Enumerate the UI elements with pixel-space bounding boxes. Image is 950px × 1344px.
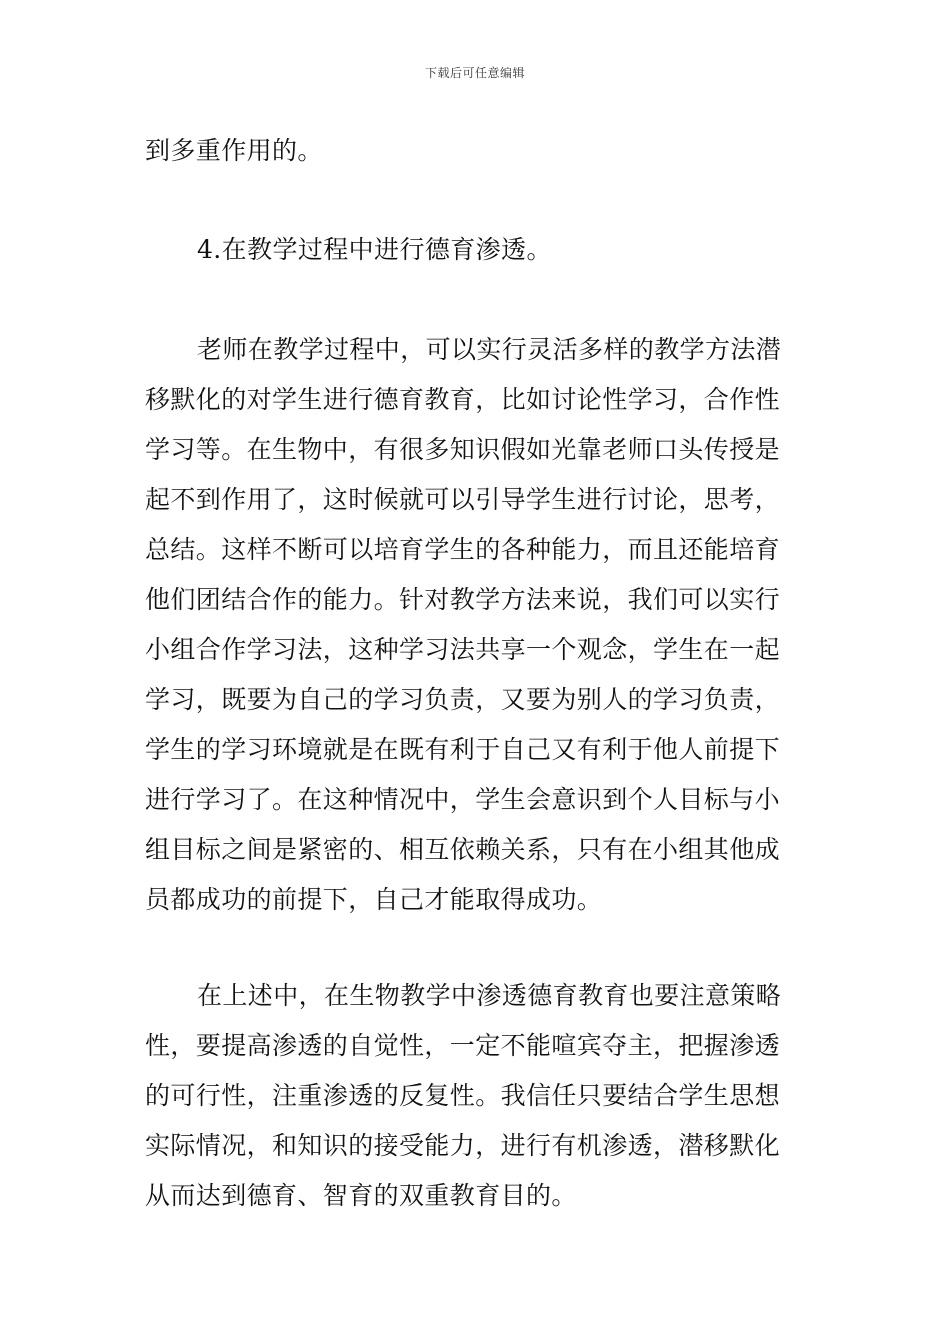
text-line: 他们团结合作的能力。针对教学方法来说，我们可以实行 [145,585,781,614]
text-line: 学习，既要为自己的学习负责，又要为别人的学习负责， [145,685,781,714]
text-line: 移默化的对学生进行德育教育，比如讨论性学习，合作性 [145,385,781,414]
text-line: 实际情况，和知识的接受能力，进行有机渗透，潜移默化 [145,1131,781,1160]
heading-text: 4.在教学过程中进行德育渗透。 [197,235,552,264]
text-line: 到多重作用的。 [145,136,323,165]
text-line: 总结。这样不断可以培育学生的各种能力，而且还能培育 [145,535,781,564]
conclusion-paragraph [145,971,781,1221]
body-paragraph [145,325,781,925]
text-line: 的可行性，注重渗透的反复性。我信任只要结合学生思想 [145,1081,781,1110]
text-line: 从而达到德育、智育的双重教育目的。 [145,1181,577,1210]
text-line: 在上述中，在生物教学中渗透德育教育也要注意策略 [197,981,782,1010]
text-line: 性，要提高渗透的自觉性，一定不能喧宾夺主，把握渗透 [145,1031,781,1060]
text-line: 学生的学习环境就是在既有利于自己又有利于他人前提下 [145,735,781,764]
text-line: 进行学习了。在这种情况中，学生会意识到个人目标与小 [145,785,781,814]
section-heading [145,225,552,275]
text-line: 学习等。在生物中，有很多知识假如光靠老师口头传授是 [145,435,781,464]
paragraph-continuation [145,126,323,176]
text-line: 起不到作用了，这时候就可以引导学生进行讨论，思考， [145,485,781,514]
text-line: 老师在教学过程中，可以实行灵活多样的教学方法潜 [197,335,782,364]
text-line: 员都成功的前提下，自己才能取得成功。 [145,885,603,914]
text-line: 小组合作学习法，这种学习法共享一个观念，学生在一起 [145,635,781,664]
header-note: 下载后可任意编辑 [424,66,525,80]
text-line: 组目标之间是紧密的、相互依赖关系，只有在小组其他成 [145,835,781,864]
